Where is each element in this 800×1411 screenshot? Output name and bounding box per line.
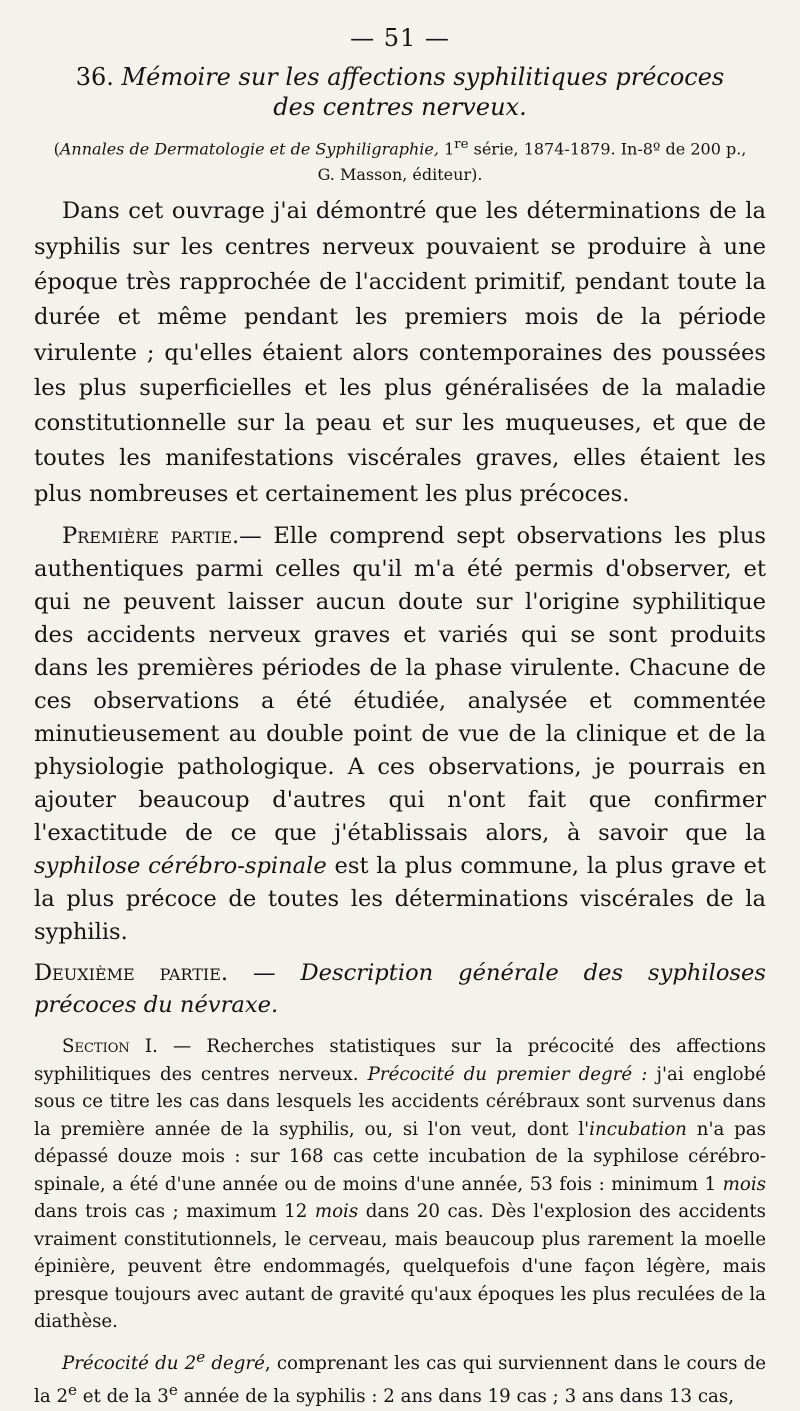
section1-t3: n'a pas dépassé douze mois : sur 168 cas cette incubation de la syphilose cérébro-spinale, a été d'une année ou de moins d'une année, 53 fois : minimum 1 [34, 1118, 766, 1195]
part1-heading: Première partie. [62, 523, 240, 549]
precocity2-t1: , comprenant les cas qui surviennent dans le cours de la 2 [34, 1352, 766, 1408]
article-number: 36. [75, 63, 114, 91]
precocity2-i1: Précocité du 2 [62, 1352, 197, 1374]
section1-i1: Précocité du premier degré : [367, 1063, 648, 1085]
part2-heading-paragraph [34, 957, 766, 1021]
section1-t1: — Recherches statistiques sur la précocité des affections syphilitiques des centres nerveux. [34, 1036, 767, 1085]
document-page [34, 24, 766, 1411]
intro-section [34, 194, 766, 512]
article-title [48, 62, 752, 122]
part2-sep: — [228, 960, 301, 986]
section1-i3: mois [722, 1173, 766, 1195]
section1-i2: incubation [589, 1118, 687, 1140]
source-rest: série, 1874-1879. In-8º de 200 p., [473, 139, 747, 159]
article-source [34, 132, 766, 188]
section1-i4: mois [314, 1201, 359, 1222]
article-title-line2: des centres nerveux. [273, 93, 527, 121]
precocity2-sup1: e [196, 1347, 206, 1366]
page-number: — 51 — [350, 24, 450, 52]
section1-t5: dans 20 cas. Dès l'explosion des accidents vraiment constitutionnels, le cerveau, mais beaucoup plus rarement la moelle épinière, peuvent être endommagés, quelquefois d'une façon légère, mais presque toujours avec autant de gravité qu'aux époques les plus reculées de la diathèse. [34, 1201, 766, 1332]
source-series-sup: re [454, 137, 469, 152]
precocity2-sup2: e [68, 1381, 77, 1400]
precocity2-sup3: e [168, 1381, 178, 1400]
source-publisher: G. Masson, éditeur). [317, 165, 483, 185]
precocity2-t2: et de la 3 [77, 1386, 169, 1408]
section1-heading: Section I. [62, 1036, 158, 1057]
precocity2-paragraph [34, 1344, 766, 1411]
section1-t2: j'ai englobé sous ce titre les cas dans lesquels les accidents cérébraux sont survenus dans la première année de la syphilis, ou, si l'on veut, dont l' [34, 1063, 767, 1140]
part1-text-after: est la plus commune, la plus grave et la plus précoce de toutes les déterminations viscérales de la syphilis. [34, 853, 766, 945]
part1-text-italic: syphilose cérébro-spinale [34, 853, 327, 879]
source-open: ( [53, 139, 60, 159]
section1-paragraph [34, 1033, 766, 1336]
precocity2-i1b: degré [205, 1352, 265, 1374]
intro-paragraph: Dans cet ouvrage j'ai démontré que les déterminations de la syphilis sur les centres nerveux pouvaient se produire à une époque très rapprochée de l'accident primitif, pendant toute la durée et même pendant les premiers mois de la période virulente ; qu'elles étaient alors contemporaines des poussées les plus superficielles et les plus généralisées de la maladie constitutionnelle sur la peau et sur les muqueuses, et que de toutes les manifestations viscérales graves, elles étaient les plus nombreuses et certainement les plus précoces. [34, 198, 766, 507]
part2-title: Description générale des syphiloses précoces du névraxe. [34, 960, 766, 1018]
section1-t4: dans trois cas ; maximum 12 [34, 1201, 315, 1222]
part2-heading: Deuxième partie. [34, 960, 229, 986]
part1-sep: — [239, 523, 274, 549]
part1-text-before: Elle comprend sept observations les plus authentiques parmi celles qu'il m'a été permis d'observer, et qui ne peuvent laisser aucun doute sur l'origine syphilitique des accidents nerveux graves et variés qui se sont produits dans les premières périodes de la phase virulente. Chacune de ces observations a été étudiée, analysée et commentée minutieusement au double point de vue de la clinique et de la physiologie pathologique. A ces observations, je pourrais en ajouter beaucoup d'autres qui n'ont fait que confirmer l'exactitude de ce que j'établissais alors, à savoir que la [34, 523, 766, 846]
article-title-line1: Mémoire sur les affections syphilitiques précoces [121, 63, 725, 91]
source-journal: Annales de Dermatologie et de Syphiligraphie, [59, 139, 439, 159]
source-series-num: 1 [444, 139, 455, 159]
precocity2-t3: année de la syphilis : 2 ans dans 19 cas ; 3 ans dans 13 cas, [177, 1386, 734, 1408]
part1-paragraph [34, 520, 766, 949]
